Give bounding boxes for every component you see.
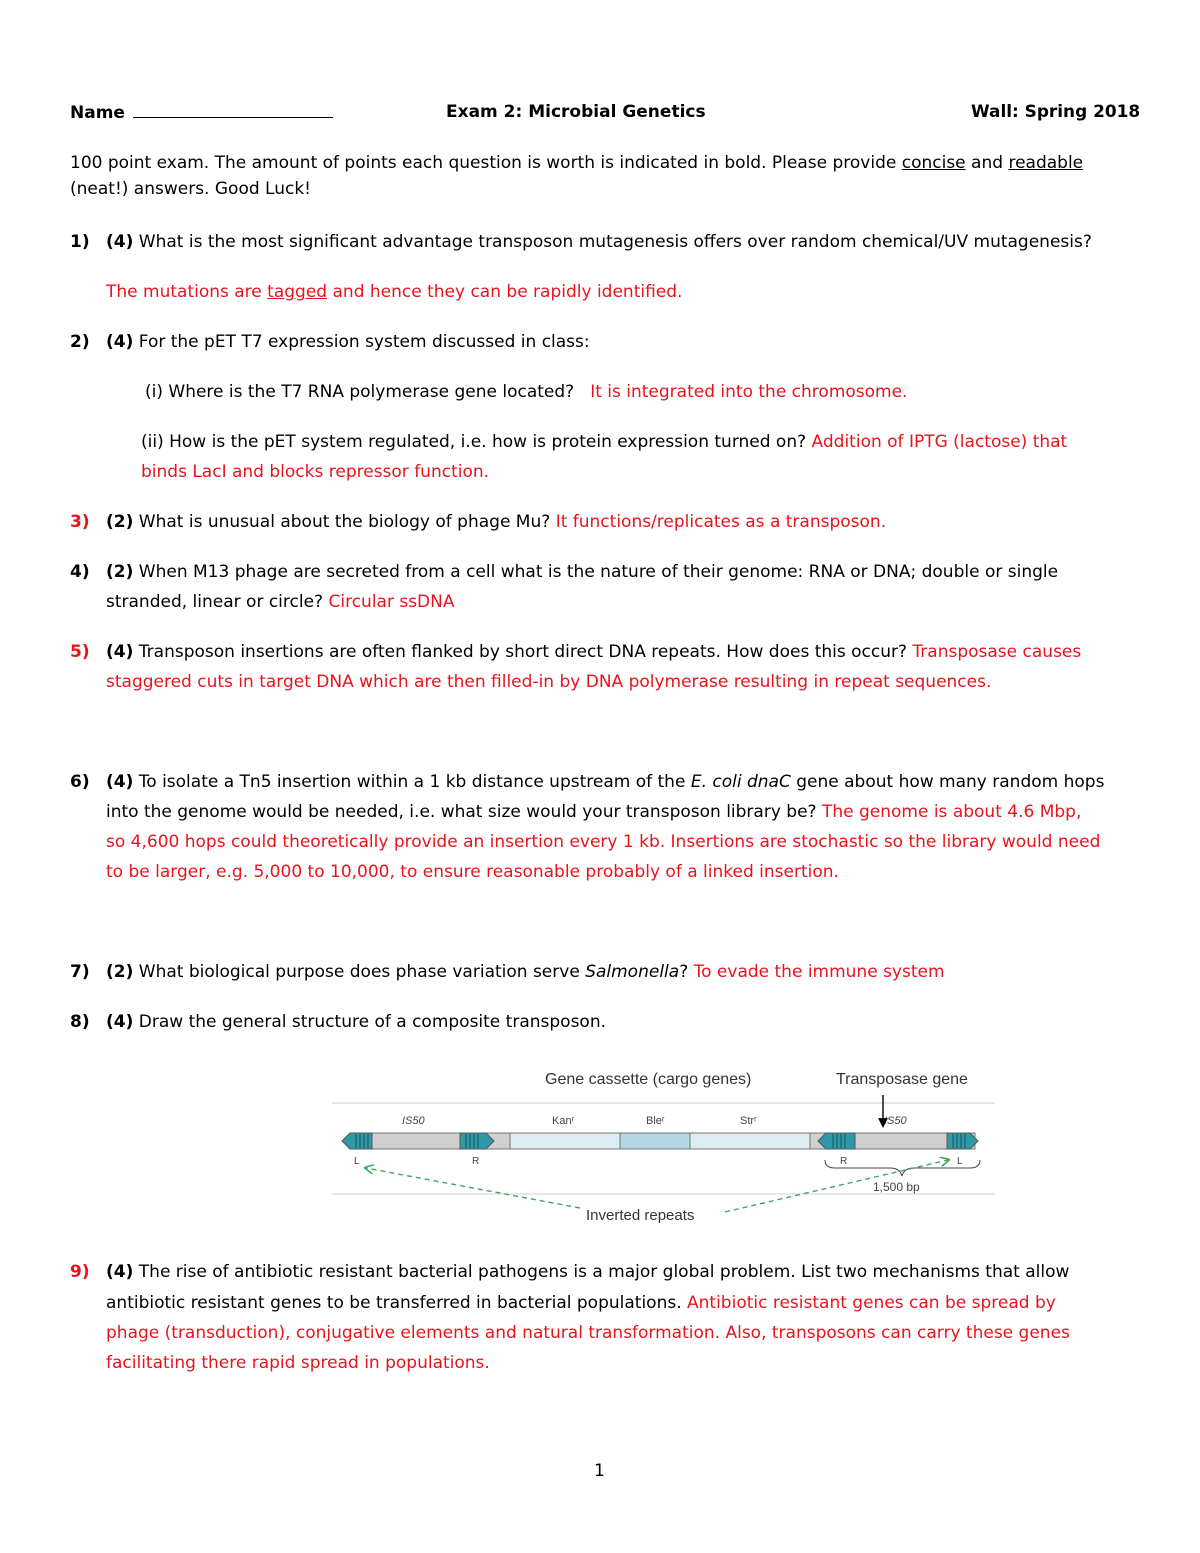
is50-right-element [810,1133,978,1149]
q9-points: (4) [106,1262,134,1282]
q4-answer: Circular ssDNA [328,592,455,612]
q2-sub-ii-answer-2: binds LacI and blocks repressor function. [141,462,490,482]
is50-left-label: IS50 [402,1115,425,1127]
q7-number: 7) [70,962,90,982]
q6-text-2: into the genome would be needed, i.e. what size would your transposon library be? The genome is about 4.6 Mbp, [106,802,1082,822]
q2-sub-i: (i) Where is the T7 RNA polymerase gene located? It is integrated into the chromosome. [145,382,908,402]
kan-label: Kanʳ [552,1115,575,1127]
is50-left-element [342,1133,510,1149]
q9-number: 9) [70,1262,90,1282]
q8-number: 8) [70,1012,90,1032]
gene-cassette [510,1133,810,1149]
q3-number: 3) [70,512,90,532]
exam-term: Wall: Spring 2018 [971,102,1141,122]
intro-line-2: (neat!) answers. Good Luck! [70,179,311,199]
is50-right-label: IS50 [884,1115,907,1127]
readable-word: readable [1008,153,1084,173]
r-right-label: R [840,1156,848,1167]
q5-answer-2: staggered cuts in target DNA which are then filled-in by DNA polymerase resulting in repeat sequences. [106,672,992,692]
q5-answer-1: Transposase causes [912,642,1082,662]
q6-answer-3: to be larger, e.g. 5,000 to 10,000, to ensure reasonable probably of a linked insertion. [106,862,839,882]
q2-sub-i-answer: It is integrated into the chromosome. [590,382,908,402]
q3-text: (2) What is unusual about the biology of phage Mu? It functions/replicates as a transposon. [106,512,887,532]
q6-answer-1: The genome is about 4.6 Mbp, [821,802,1082,822]
inverted-repeat-arrow-left [366,1168,580,1208]
ble-gene [620,1133,690,1149]
q2-sub-ii-answer-1: Addition of IPTG (lactose) that [811,432,1068,452]
q7-points: (2) [106,962,134,982]
q9-text-1: (4) The rise of antibiotic resistant bacterial pathogens is a major global problem. List two mechanisms that allow [106,1262,1070,1282]
q1-answer-tagged: tagged [267,282,328,302]
q2-number: 2) [70,332,90,352]
q1-number: 1) [70,232,90,252]
inverted-repeats-label: Inverted repeats [586,1207,695,1224]
q6-text-1: (4) To isolate a Tn5 insertion within a 1 kb distance upstream of the E. coli dnaC gene about how many random hops [106,772,1105,792]
q6-points: (4) [106,772,134,792]
intro-line-1: 100 point exam. The amount of points each question is worth is indicated in bold. Please provide concise and readable [70,153,1084,173]
q5-points: (4) [106,642,134,662]
q5-number: 5) [70,642,90,662]
l-left-label: L [354,1156,360,1167]
l-right-label: L [957,1156,963,1167]
q2-sub-ii: (ii) How is the pET system regulated, i.e. how is protein expression turned on? Addition of IPTG (lactose) that [141,432,1068,452]
q1-answer: The mutations are tagged and hence they can be rapidly identified. [106,282,683,302]
exam-title: Exam 2: Microbial Genetics [446,102,706,122]
q6-number: 6) [70,772,90,792]
q3-answer: It functions/replicates as a transposon. [555,512,887,532]
q8-points: (4) [106,1012,134,1032]
name-label: Name [70,103,125,123]
q3-points: (2) [106,512,134,532]
str-gene [690,1133,810,1149]
concise-word: concise [901,153,966,173]
q4-text-2: stranded, linear or circle? Circular ssDNA [106,592,455,612]
name-blank-line[interactable] [133,102,333,118]
q1-points: (4) [106,232,134,252]
q2-points: (4) [106,332,134,352]
page-number: 1 [594,1461,605,1481]
q7-text: (2) What biological purpose does phase variation serve Salmonella? To evade the immune system [106,962,945,982]
kan-gene [510,1133,620,1149]
q1-text: (4) What is the most significant advantage transposon mutagenesis offers over random chemical/UV mutagenesis? [106,232,1092,252]
r-left-label: R [472,1156,480,1167]
q9-text-2: antibiotic resistant genes to be transferred in bacterial populations. Antibiotic resistant genes can be spread by [106,1293,1056,1313]
composite-transposon-figure [330,1060,1000,1230]
q7-organism: Salmonella [585,962,680,982]
q7-answer: To evade the immune system [693,962,945,982]
q6-answer-2: so 4,600 hops could theoretically provide an insertion every 1 kb. Insertions are stochastic so the library would need [106,832,1101,852]
name-field [70,102,333,123]
str-label: Strʳ [740,1115,757,1127]
q9-answer-2: phage (transduction), conjugative elements and natural transformation. Also, transposons can carry these genes [106,1323,1070,1343]
transposase-label: Transposase gene [836,1071,968,1088]
q8-text: (4) Draw the general structure of a composite transposon. [106,1012,607,1032]
q6-organism: E. coli dnaC [690,772,791,792]
q4-number: 4) [70,562,90,582]
q9-answer-1: Antibiotic resistant genes can be spread by [687,1293,1056,1313]
q5-text: (4) Transposon insertions are often flanked by short direct DNA repeats. How does this occur? Transposase causes [106,642,1082,662]
q4-text-1: (2) When M13 phage are secreted from a cell what is the nature of their genome: RNA or DNA; double or single [106,562,1059,582]
size-label: 1,500 bp [873,1180,920,1194]
q4-points: (2) [106,562,134,582]
q2-text: (4) For the pET T7 expression system discussed in class: [106,332,590,352]
q9-answer-3: facilitating there rapid spread in populations. [106,1353,490,1373]
ble-label: Bleʳ [646,1115,665,1127]
cassette-label: Gene cassette (cargo genes) [545,1071,752,1088]
